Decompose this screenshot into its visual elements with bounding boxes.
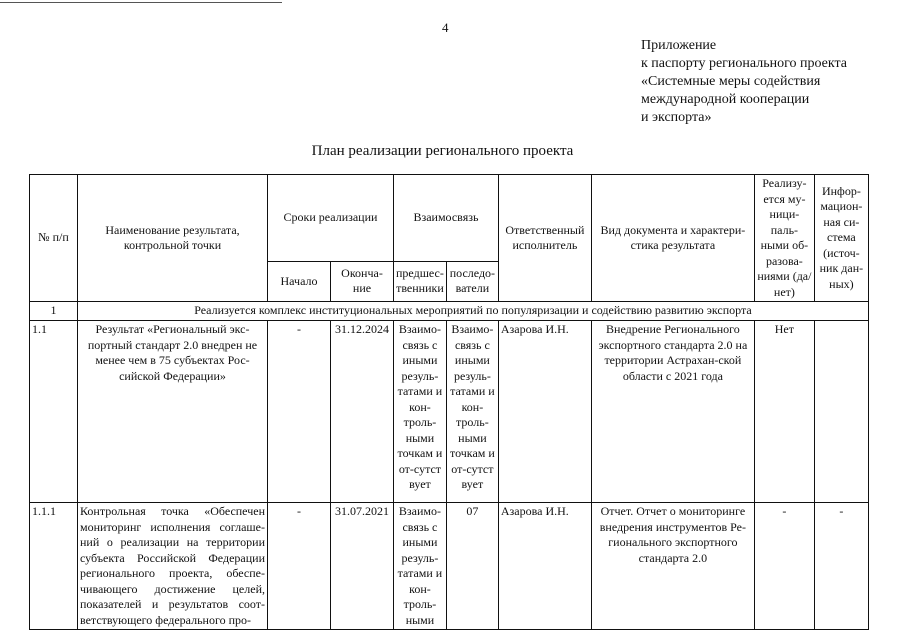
row-doc: Отчет. Отчет о мониторинге внедрения инструментов Ре-гионального экспортного стандарта 2.0 xyxy=(591,503,754,630)
row-pred: Взаимо-связь с иными резуль-татами и кон-троль-ными точкам и от-сутст вует xyxy=(394,321,447,503)
header-doc: Вид документа и характери-стика результата xyxy=(591,175,754,302)
header-end: Оконча-ние xyxy=(331,261,394,301)
header-terms: Сроки реализации xyxy=(268,175,394,262)
appendix-line: к паспорту регионального проекта xyxy=(641,56,847,71)
appendix-line: Приложение xyxy=(641,38,717,53)
plan-title: План реализации регионального проекта xyxy=(311,143,574,159)
page-number: 4 xyxy=(442,20,449,35)
appendix-block xyxy=(641,37,847,127)
table-row xyxy=(30,321,869,503)
header-info: Инфор-мацион-ная си-стема (источ-ник дан-ных) xyxy=(814,175,868,302)
header-link: Взаимосвязь xyxy=(394,175,499,262)
row-num: 1.1.1 xyxy=(30,503,78,630)
row-resp: Азарова И.Н. xyxy=(498,321,591,503)
appendix-line: международной кооперации xyxy=(641,92,810,107)
header-num: № п/п xyxy=(30,175,78,302)
header-name: Наименование результата, контрольной точки xyxy=(78,175,268,302)
section-num: 1 xyxy=(30,302,78,321)
row-succ: Взаимо-связь с иными резуль-татами и кон-троль-ными точкам и от-сутст вует xyxy=(446,321,498,503)
row-start: - xyxy=(268,503,331,630)
row-info: - xyxy=(814,503,868,630)
row-end: 31.12.2024 xyxy=(331,321,394,503)
header-pred: предшес-твенники xyxy=(394,261,447,301)
row-resp: Азарова И.Н. xyxy=(498,503,591,630)
plan-title-wrap xyxy=(0,143,905,160)
appendix-line: «Системные меры содействия xyxy=(641,74,821,89)
row-name: Результат «Региональный экс-портный стандарт 2.0 внедрен не менее чем в 75 субъектах Рос-сийской Федерации» xyxy=(78,321,268,503)
row-succ: 07 xyxy=(446,503,498,630)
row-name: Контрольная точка «Обеспечен мониторинг исполнения соглаше-ний о реализации на территории субъекта Российской Федерации регионального проекта, обеспе-чивающего достижение целей, показателей и результатов соот-ветствующего федерального про- xyxy=(78,503,268,630)
row-pred: Взаимо-связь с иными резуль-татами и кон-троль-ными xyxy=(394,503,447,630)
section-title: Реализуется комплекс институциональных мероприятий по популяризации и содействию развитию экспорта xyxy=(78,302,869,321)
header-succ: последо-ватели xyxy=(446,261,498,301)
header-resp: Ответственный исполнитель xyxy=(498,175,591,302)
table-row xyxy=(30,503,869,630)
row-num: 1.1 xyxy=(30,321,78,503)
section-row xyxy=(30,302,869,321)
row-munic: Нет xyxy=(754,321,814,503)
top-rule xyxy=(0,2,282,3)
header-start: Начало xyxy=(268,261,331,301)
row-end: 31.07.2021 xyxy=(331,503,394,630)
row-info xyxy=(814,321,868,503)
header-munic: Реализу-ется му-ници-паль-ными об-разова-ниями (да/нет) xyxy=(754,175,814,302)
row-start: - xyxy=(268,321,331,503)
plan-table xyxy=(29,174,869,630)
appendix-line: и экспорта» xyxy=(641,110,712,125)
row-doc: Внедрение Регионального экспортного стандарта 2.0 на территории Астрахан-ской области с 2021 года xyxy=(591,321,754,503)
row-munic: - xyxy=(754,503,814,630)
header-row-1 xyxy=(30,175,869,262)
